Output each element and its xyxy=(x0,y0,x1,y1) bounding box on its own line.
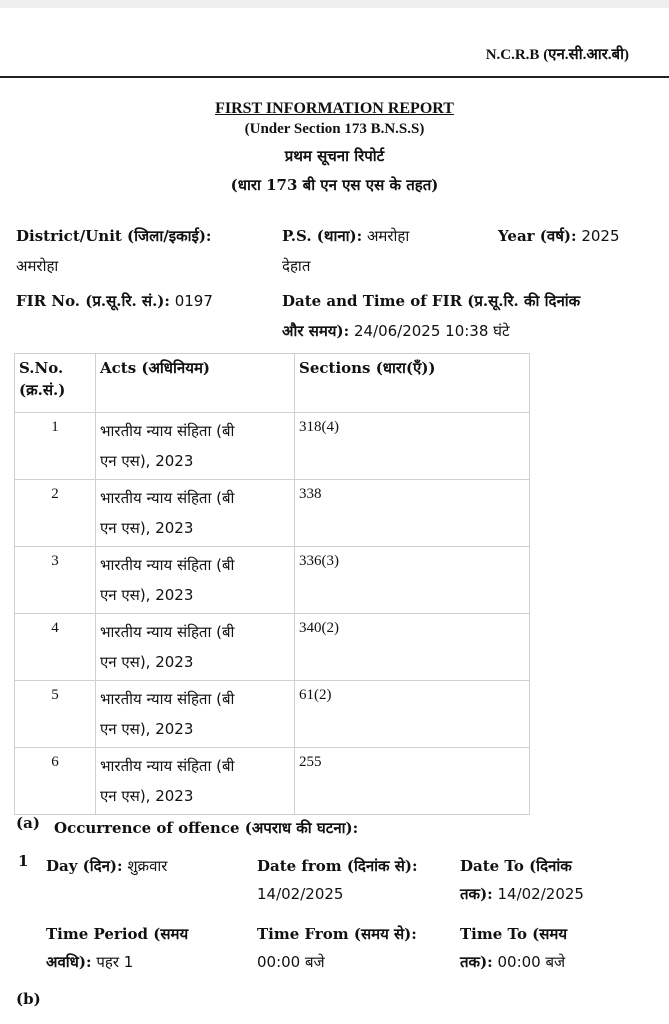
report-title-hindi: प्रथम सूचना रिपोर्ट xyxy=(284,147,385,165)
fir-datetime-label: Date and Time of FIR (प्र.सू.रि. की दिनांक xyxy=(282,292,581,310)
date-from-label: Date from (दिनांक से): xyxy=(257,857,418,875)
col-sno xyxy=(15,354,96,413)
section-marker-a: (a) xyxy=(16,814,40,832)
top-band xyxy=(0,0,669,8)
time-to-label-line2: तक): xyxy=(460,953,493,971)
time-period-label-line2: अवधि): xyxy=(46,953,92,971)
row-act: भारतीय न्याय संहिता (बी एन एस), 2023 xyxy=(96,547,295,614)
row-section: 336(3) xyxy=(295,547,530,614)
ps-field xyxy=(282,221,482,281)
acts-table-header xyxy=(15,354,530,413)
table-row xyxy=(15,480,530,547)
ps-value: अमरोहा xyxy=(366,227,410,245)
time-to-value: 00:00 बजे xyxy=(497,953,566,971)
district-label: District/Unit (जिला/इकाई): xyxy=(16,227,212,245)
ps-label: P.S. (थाना): xyxy=(282,227,363,245)
fir-datetime-field xyxy=(282,286,652,346)
table-row xyxy=(15,748,530,815)
occurrence-heading: Occurrence of offence (अपराध की घटना): xyxy=(54,819,359,837)
header-rule xyxy=(0,76,669,78)
time-period-value: पहर 1 xyxy=(96,953,134,971)
col-sections: Sections (धारा(एँ)) xyxy=(295,354,530,413)
year-field xyxy=(498,221,648,251)
row-section: 61(2) xyxy=(295,681,530,748)
row-act: भारतीय न्याय संहिता (बी एन एस), 2023 xyxy=(96,681,295,748)
time-from-value: 00:00 बजे xyxy=(257,953,325,971)
date-to-label: Date To (दिनांक xyxy=(460,857,572,875)
time-from-field xyxy=(257,920,452,976)
acts-table xyxy=(14,353,530,815)
year-value: 2025 xyxy=(581,227,620,245)
row-sno: 3 xyxy=(15,547,96,614)
report-subtitle: (Under Section 173 B.N.S.S) xyxy=(244,121,425,137)
row-act: भारतीय न्याय संहिता (बी एन एस), 2023 xyxy=(96,748,295,815)
occurrence-item-number: 1 xyxy=(18,852,29,870)
row-section: 318(4) xyxy=(295,413,530,480)
table-row xyxy=(15,413,530,480)
row-section: 255 xyxy=(295,748,530,815)
fir-number-label: FIR No. (प्र.सू.रि. सं.): xyxy=(16,292,170,310)
row-sno: 6 xyxy=(15,748,96,815)
ps-value-line2: देहात xyxy=(282,257,311,275)
date-to-value: 14/02/2025 xyxy=(497,885,584,903)
row-sno: 4 xyxy=(15,614,96,681)
date-from-field xyxy=(257,852,452,908)
row-sno: 2 xyxy=(15,480,96,547)
time-period-label: Time Period (समय xyxy=(46,925,189,943)
fir-number-field xyxy=(16,286,276,316)
year-label: Year (वर्ष): xyxy=(498,227,577,245)
report-title: FIRST INFORMATION REPORT xyxy=(215,100,454,117)
fir-datetime-label-line2: और समय): xyxy=(282,322,350,340)
table-row xyxy=(15,614,530,681)
row-act: भारतीय न्याय संहिता (बी एन एस), 2023 xyxy=(96,480,295,547)
time-from-label: Time From (समय से): xyxy=(257,925,417,943)
row-sno: 5 xyxy=(15,681,96,748)
day-field xyxy=(46,852,246,880)
date-to-label-line2: तक): xyxy=(460,885,493,903)
day-label: Day (दिन): xyxy=(46,857,123,875)
row-sno: 1 xyxy=(15,413,96,480)
fir-datetime-value: 24/06/2025 10:38 घंटे xyxy=(353,322,510,340)
time-period-field xyxy=(46,920,246,976)
time-to-label: Time To (समय xyxy=(460,925,568,943)
date-to-field xyxy=(460,852,660,908)
table-row xyxy=(15,681,530,748)
row-act: भारतीय न्याय संहिता (बी एन एस), 2023 xyxy=(96,614,295,681)
time-to-field xyxy=(460,920,660,976)
date-from-value: 14/02/2025 xyxy=(257,885,344,903)
col-sno-label: S.No. xyxy=(19,359,64,377)
col-acts: Acts (अधिनियम) xyxy=(96,354,295,413)
ncrb-label: N.C.R.B (एन.सी.आर.बी) xyxy=(485,47,629,63)
fir-number-value: 0197 xyxy=(174,292,213,310)
row-section: 338 xyxy=(295,480,530,547)
table-row xyxy=(15,547,530,614)
district-field xyxy=(16,221,266,281)
col-sno-label-hindi: (क्र.सं.) xyxy=(19,381,66,399)
day-value: शुक्रवार xyxy=(127,857,168,875)
row-section: 340(2) xyxy=(295,614,530,681)
district-value: अमरोहा xyxy=(16,257,59,275)
report-subtitle-hindi: (धारा 173 बी एन एस एस के तहत) xyxy=(230,176,439,194)
row-act: भारतीय न्याय संहिता (बी एन एस), 2023 xyxy=(96,413,295,480)
section-marker-b: (b) xyxy=(16,990,41,1008)
